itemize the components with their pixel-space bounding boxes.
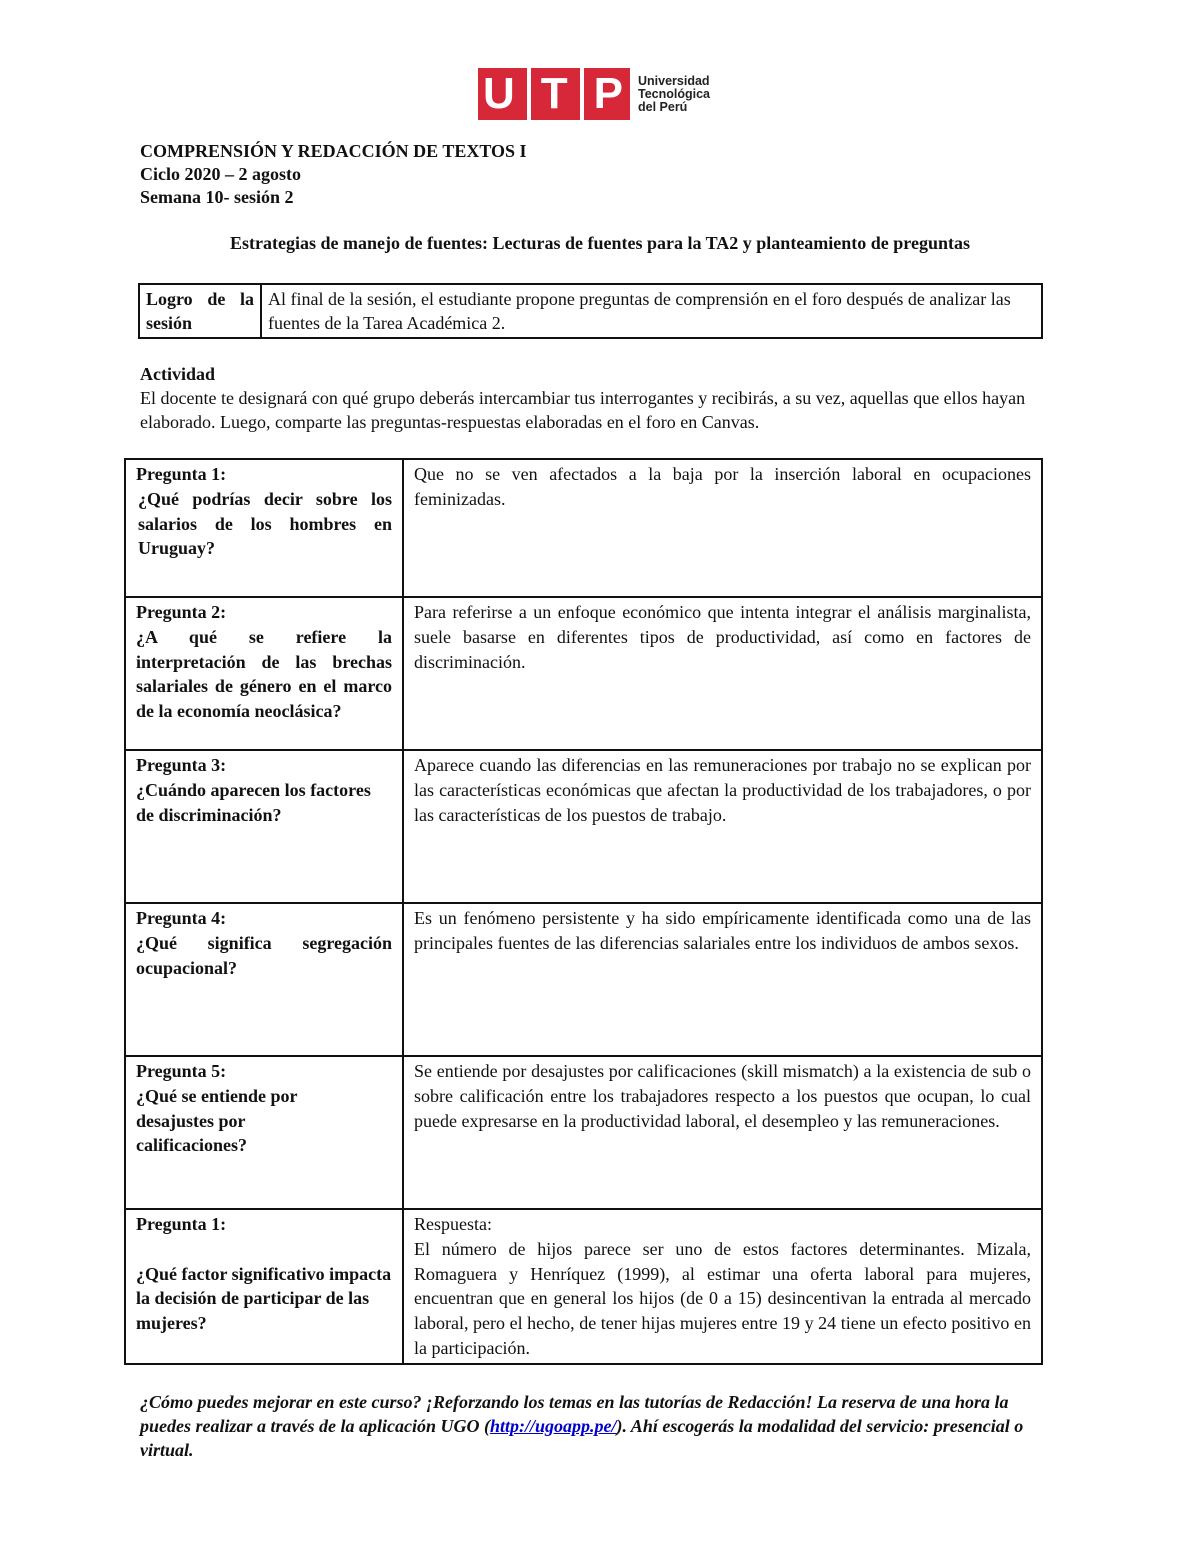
question-cell: [125, 597, 403, 750]
qa-table: [124, 458, 1043, 1365]
answer-cell: [403, 1209, 1042, 1364]
qa-row: [125, 1209, 1042, 1364]
question-label: Pregunta 4:: [136, 908, 227, 928]
logro-table: [138, 283, 1043, 339]
qa-row: [125, 903, 1042, 1056]
question-text: ¿Cuándo aparecen los factores de discriminación?: [136, 779, 371, 825]
actividad-heading: Actividad: [140, 364, 216, 384]
footer-text-before: ¿Cómo puedes mejorar en este curso? ¡Reforzando los temas en las tutorías de Redacción! La reserva de una hora la puedes realizar a través de la aplicación UGO (: [140, 1392, 1009, 1436]
question-label: Pregunta 5:: [136, 1061, 227, 1081]
answer-label: Respuesta:: [414, 1214, 492, 1234]
logo-letter-u: U: [482, 69, 517, 118]
question-label: Pregunta 2:: [136, 602, 227, 622]
footer-note: [140, 1390, 1050, 1462]
question-cell: [125, 1056, 403, 1209]
question-cell: [125, 903, 403, 1056]
logro-label: Logro de la sesión: [139, 284, 261, 338]
logo-letter-p: P: [593, 69, 625, 118]
cycle-line: Ciclo 2020 – 2 agosto: [140, 164, 301, 184]
session-title: Estrategias de manejo de fuentes: Lecturas de fuentes para la TA2 y planteamiento de preguntas: [230, 233, 970, 253]
logro-text: Al final de la sesión, el estudiante propone preguntas de comprensión en el foro después de analizar las fuentes de la Tarea Académica 2.: [261, 284, 1042, 338]
qa-row: [125, 750, 1042, 903]
answer-cell: Es un fenómeno persistente y ha sido empíricamente identificada como una de las principales fuentes de las diferencias salariales entre los individuos de ambos sexos.: [403, 903, 1042, 1056]
document-header: [140, 140, 527, 209]
footer-text-after: ). Ahí escogerás la modalidad del servicio: presencial o virtual.: [140, 1416, 1024, 1460]
qa-row: [125, 459, 1042, 597]
question-cell: [125, 1209, 403, 1364]
question-label: Pregunta 1:: [136, 1214, 227, 1234]
answer-cell: Se entiende por desajustes por calificaciones (skill mismatch) a la existencia de sub o sobre calificación entre los trabajadores respecto a los puestos que ocupan, lo cual puede expresarse en la productividad laboral, el desempleo y las remuneraciones.: [403, 1056, 1042, 1209]
answer-cell: Que no se ven afectados a la baja por la inserción laboral en ocupaciones feminizadas.: [403, 459, 1042, 597]
qa-row: [125, 1056, 1042, 1209]
answer-cell: Aparece cuando las diferencias en las remuneraciones por trabajo no se explican por las características económicas que afectan la productividad de los trabajadores, o por las características de los puestos de trabajo.: [403, 750, 1042, 903]
utp-logo-mark: [478, 68, 630, 120]
actividad-section: [140, 362, 1060, 434]
utp-logo-text: [638, 75, 710, 114]
question-cell: [125, 750, 403, 903]
week-line: Semana 10- sesión 2: [140, 187, 294, 207]
logo-line-1: Universidad: [638, 73, 710, 88]
question-cell: [125, 459, 403, 597]
logo-letter-t: T: [540, 69, 570, 118]
ugo-link[interactable]: http://ugoapp.pe/: [489, 1416, 617, 1436]
course-title: COMPRENSIÓN Y REDACCIÓN DE TEXTOS I: [140, 141, 527, 161]
question-text: ¿Qué factor significativo impacta la decisión de participar de las mujeres?: [136, 1263, 392, 1334]
question-text: ¿Qué se entiende por desajustes por calificaciones?: [136, 1085, 298, 1156]
logo-line-3: del Perú: [638, 99, 688, 114]
qa-row: [125, 597, 1042, 750]
actividad-text: El docente te designará con qué grupo deberás intercambiar tus interrogantes y recibirás, a su vez, aquellas que ellos hayan elaborado. Luego, comparte las preguntas-respuestas elaboradas en el foro en Canvas.: [140, 388, 1026, 432]
question-text: ¿Qué significa segregación ocupacional?: [136, 932, 392, 978]
logo-line-2: Tecnológica: [638, 86, 711, 101]
answer-cell: Para referirse a un enfoque económico que intenta integrar el análisis marginalista, suele basarse en diferentes tipos de productividad, así como en factores de discriminación.: [403, 597, 1042, 750]
question-text: ¿A qué se refiere la interpretación de las brechas salariales de género en el marco de la economía neoclásica?: [136, 626, 392, 722]
question-label: Pregunta 3:: [136, 755, 227, 775]
utp-logo: [478, 68, 710, 120]
question-label: Pregunta 1:: [136, 464, 227, 484]
question-text: ¿Qué podrías decir sobre los salarios de los hombres en Uruguay?: [138, 488, 392, 559]
answer-text: El número de hijos parece ser uno de estos factores determinantes. Mizala, Romaguera y Henríquez (1999), al estimar una oferta laboral para mujeres, encuentran que en general los hijos (de 0 a 15) desincentivan la entrada al mercado laboral, pero el hecho, de tener hijas mujeres entre 19 y 24 tiene un efecto positivo en la participación.: [414, 1238, 1031, 1358]
